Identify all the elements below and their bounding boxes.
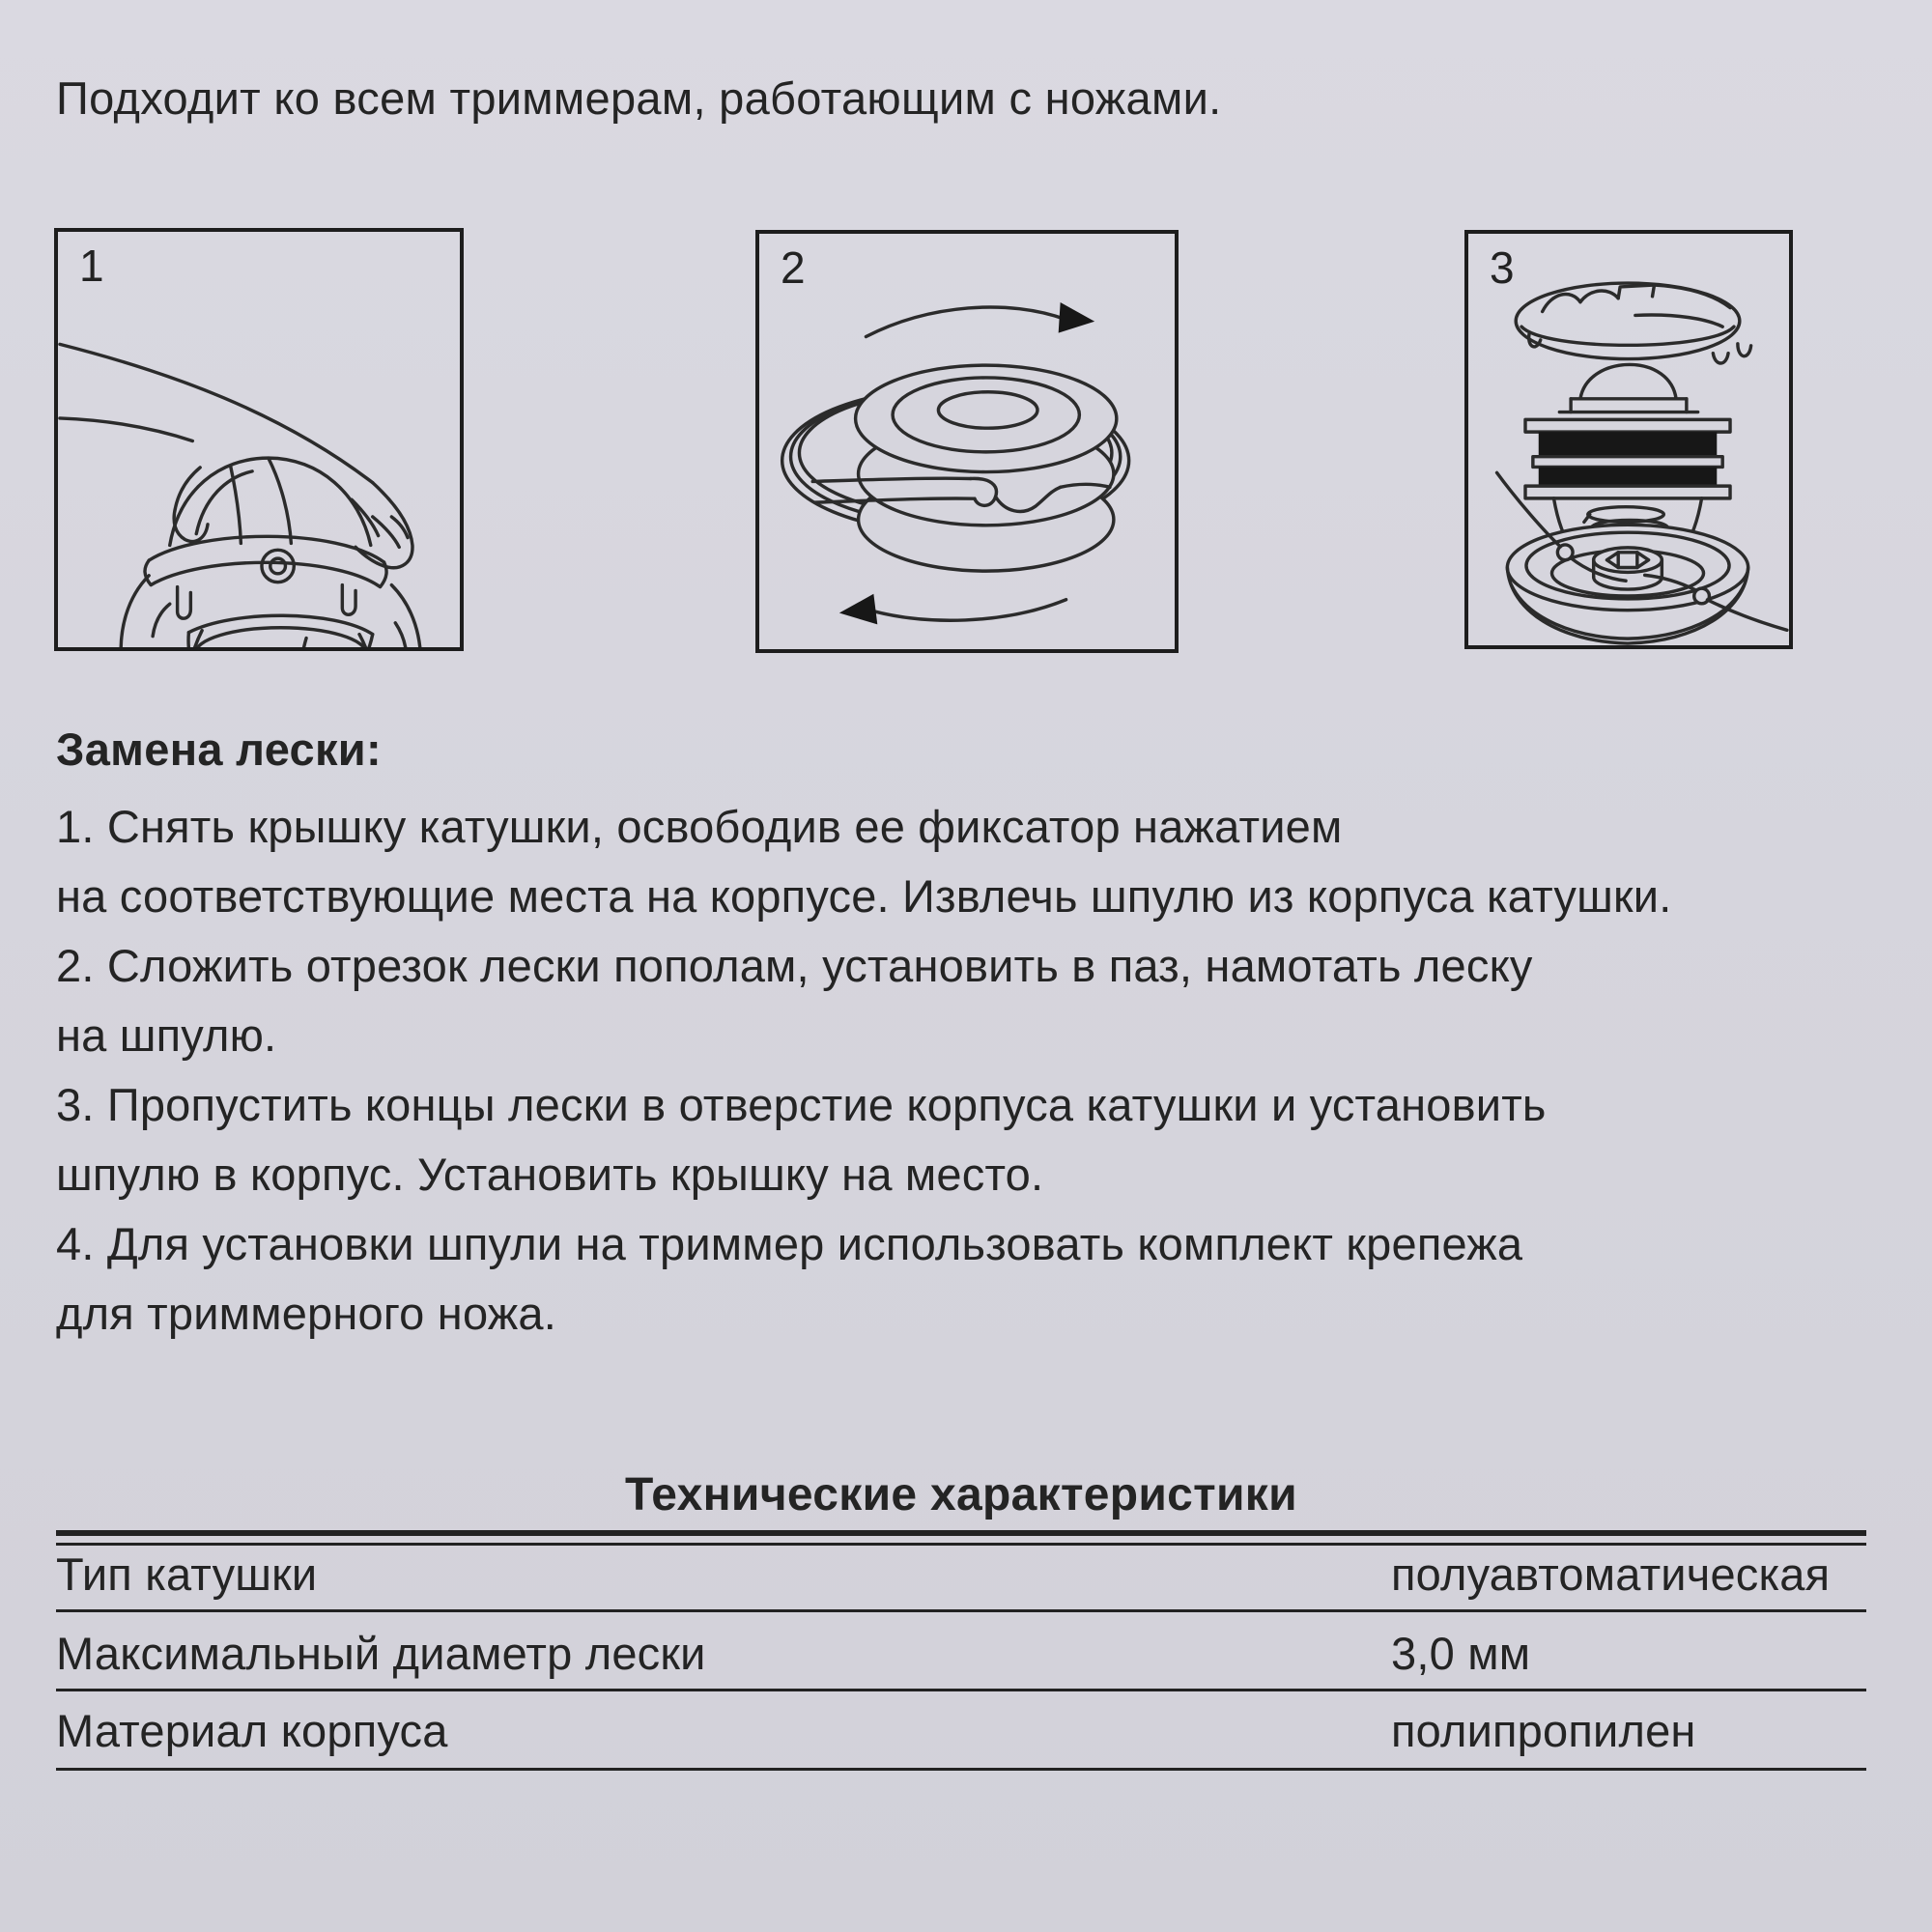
line-winding-on-spool-illustration: [759, 234, 1175, 649]
table-divider: [56, 1689, 1866, 1691]
spec-row-label: Материал корпуса: [56, 1705, 448, 1756]
table-divider: [56, 1530, 1866, 1536]
instruction-line: 3. Пропустить концы лески в отверстие корпуса катушки и установить: [56, 1079, 1547, 1130]
figure-number: 3: [1490, 242, 1515, 293]
instruction-line: для триммерного ножа.: [56, 1288, 556, 1339]
figure-box-2: [755, 230, 1179, 653]
spec-row-label: Тип катушки: [56, 1548, 318, 1600]
instruction-line: 1. Снять крышку катушки, освободив ее фиксатор нажатием: [56, 801, 1343, 852]
hands-holding-trimmer-head-illustration: [58, 232, 460, 647]
table-divider: [56, 1609, 1866, 1612]
intro-text: Подходит ко всем триммерам, работающим с ножами.: [56, 72, 1222, 124]
instruction-line: на шпулю.: [56, 1009, 277, 1061]
spec-row-label: Максимальный диаметр лески: [56, 1628, 706, 1679]
instructions-block: [56, 792, 1882, 1349]
instruction-line: на соответствующие места на корпусе. Извлечь шпулю из корпуса катушки.: [56, 870, 1672, 922]
table-divider: [56, 1768, 1866, 1771]
table-divider: [56, 1543, 1866, 1546]
figure-number: 1: [79, 241, 104, 291]
section-heading-line-replacement: Замена лески:: [56, 724, 382, 775]
figure-box-3: [1464, 230, 1793, 649]
spec-row-value: полуавтоматическая: [1391, 1548, 1831, 1600]
specs-title: Технические характеристики: [625, 1469, 1297, 1520]
instruction-line: 2. Сложить отрезок лески пополам, установить в паз, намотать леску: [56, 940, 1533, 991]
spool-exploded-view-illustration: [1468, 234, 1789, 645]
spec-row-value: 3,0 мм: [1391, 1628, 1531, 1679]
instruction-line: шпулю в корпус. Установить крышку на место.: [56, 1149, 1044, 1200]
figure-number: 2: [781, 242, 806, 293]
figure-box-1: [54, 228, 464, 651]
spec-row-value: полипропилен: [1391, 1705, 1696, 1756]
instruction-line: 4. Для установки шпули на триммер использовать комплект крепежа: [56, 1218, 1523, 1269]
